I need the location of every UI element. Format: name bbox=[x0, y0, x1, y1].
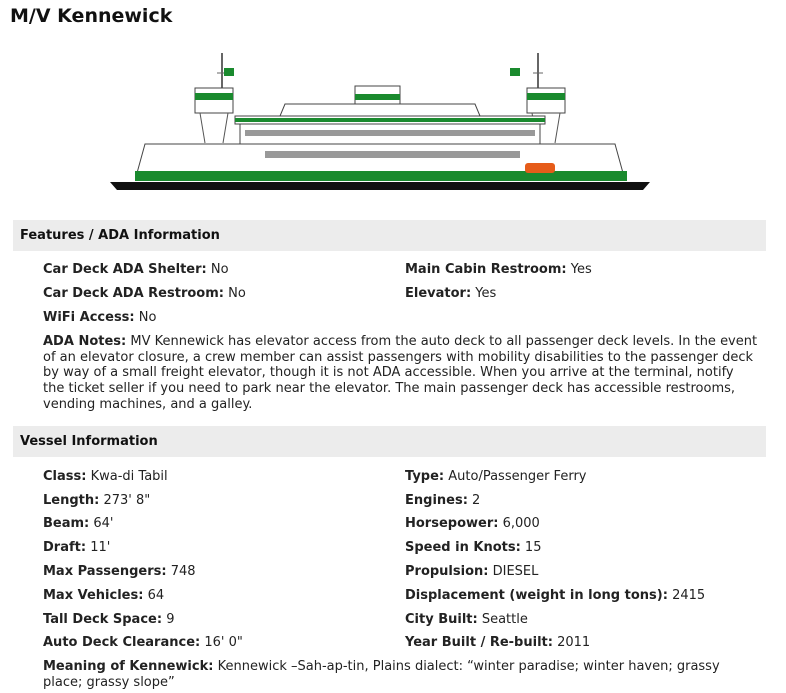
auto-deck-clearance-field bbox=[43, 635, 243, 651]
field-label: Year Built / Re-built: bbox=[405, 635, 553, 650]
meaning-label: Meaning of Kennewick: bbox=[43, 659, 214, 674]
field-label: Car Deck ADA Restroom: bbox=[43, 286, 224, 301]
field-value: 11' bbox=[90, 540, 111, 555]
field-value: Auto/Passenger Ferry bbox=[448, 469, 587, 484]
class-field bbox=[43, 469, 168, 485]
wifi-field bbox=[43, 310, 156, 326]
field-value: DIESEL bbox=[492, 564, 539, 579]
displacement-field bbox=[405, 588, 705, 604]
propulsion-field bbox=[405, 564, 538, 580]
field-label: Speed in Knots: bbox=[405, 540, 521, 555]
field-label: Horsepower: bbox=[405, 516, 499, 531]
field-value: Seattle bbox=[481, 612, 528, 627]
type-field bbox=[405, 469, 586, 485]
field-label: Displacement (weight in long tons): bbox=[405, 588, 668, 603]
field-value: 6,000 bbox=[502, 516, 540, 531]
field-label: WiFi Access: bbox=[43, 310, 135, 325]
field-label: Max Vehicles: bbox=[43, 588, 144, 603]
field-label: Tall Deck Space: bbox=[43, 612, 163, 627]
field-label: Main Cabin Restroom: bbox=[405, 262, 567, 277]
field-value: 748 bbox=[170, 564, 196, 579]
field-label: Max Passengers: bbox=[43, 564, 167, 579]
field-value: No bbox=[210, 262, 229, 277]
field-label: Length: bbox=[43, 493, 100, 508]
draft-field bbox=[43, 540, 110, 556]
car-deck-shelter-field bbox=[43, 262, 229, 278]
field-label: Auto Deck Clearance: bbox=[43, 635, 201, 650]
field-label: City Built: bbox=[405, 612, 478, 627]
meaning-text: Kennewick –Sah-ap-tin, Plains dialect: “winter paradise; winter haven; grassy place; grassy slope” bbox=[43, 659, 720, 690]
field-value: 9 bbox=[166, 612, 175, 627]
elevator-field bbox=[405, 286, 496, 302]
ada-notes-label: ADA Notes: bbox=[43, 334, 127, 349]
field-label: Car Deck ADA Shelter: bbox=[43, 262, 207, 277]
field-value: 273' 8" bbox=[103, 493, 151, 508]
field-label: Class: bbox=[43, 469, 87, 484]
field-value: Yes bbox=[570, 262, 592, 277]
horsepower-field bbox=[405, 516, 540, 532]
max-vehicles-field bbox=[43, 588, 164, 604]
speed-field bbox=[405, 540, 541, 556]
engines-field bbox=[405, 493, 480, 509]
field-value: 2415 bbox=[672, 588, 706, 603]
field-label: Engines: bbox=[405, 493, 468, 508]
field-label: Propulsion: bbox=[405, 564, 489, 579]
field-value: No bbox=[138, 310, 157, 325]
ada-notes-text: MV Kennewick has elevator access from the auto deck to all passenger deck levels. In the event of an elevator closure, a crew member can assist passengers with mobility disabilities to the passenger deck by way of a small freight elevator, though it is not ADA accessible. When you arrive at the terminal, notify the ticket seller if you need to park near the elevator. The main passenger deck has accessible restrooms, vending machines, and a galley. bbox=[43, 334, 758, 412]
ferry-illustration bbox=[105, 48, 655, 198]
meaning-field bbox=[43, 659, 758, 690]
field-value: Yes bbox=[475, 286, 497, 301]
tall-deck-field bbox=[43, 612, 174, 628]
car-deck-restroom-field bbox=[43, 286, 246, 302]
field-value: 15 bbox=[524, 540, 542, 555]
vessel-header: Vessel Information bbox=[13, 426, 766, 457]
field-value: Kwa-di Tabil bbox=[90, 469, 168, 484]
field-value: 2011 bbox=[557, 635, 591, 650]
field-value: 16' 0" bbox=[204, 635, 243, 650]
year-built-field bbox=[405, 635, 590, 651]
field-label: Beam: bbox=[43, 516, 90, 531]
field-value: No bbox=[228, 286, 246, 301]
main-cabin-restroom-field bbox=[405, 262, 592, 278]
field-value: 64' bbox=[93, 516, 114, 531]
field-value: 64 bbox=[147, 588, 165, 603]
page-title: M/V Kennewick bbox=[10, 5, 173, 27]
features-header: Features / ADA Information bbox=[13, 220, 766, 251]
field-label: Elevator: bbox=[405, 286, 472, 301]
ada-notes bbox=[43, 334, 758, 413]
city-built-field bbox=[405, 612, 528, 628]
field-value: 2 bbox=[472, 493, 481, 508]
field-label: Type: bbox=[405, 469, 445, 484]
max-passengers-field bbox=[43, 564, 196, 580]
length-field bbox=[43, 493, 150, 509]
field-label: Draft: bbox=[43, 540, 87, 555]
beam-field bbox=[43, 516, 114, 532]
